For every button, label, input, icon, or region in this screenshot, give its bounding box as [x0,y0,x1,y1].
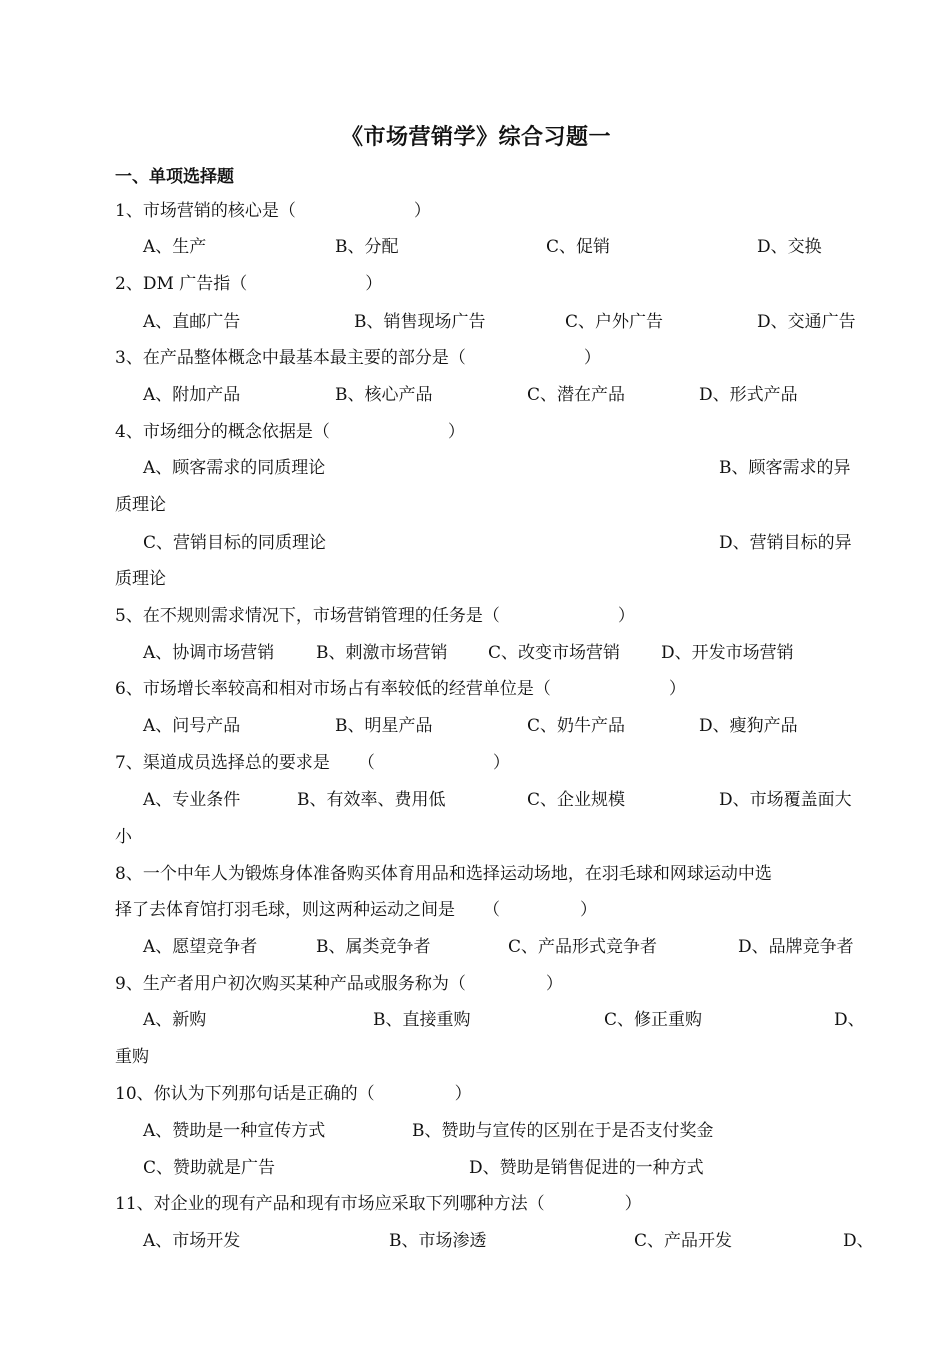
question-stem: 2、DM 广告指（ [115,274,248,294]
question-close: ） [545,974,563,994]
option-c: C、户外广告 [565,312,664,332]
question-open: （ [483,900,500,920]
option-b: B、分配 [335,237,399,257]
option-b: B、核心产品 [335,385,433,405]
question-5 [115,604,635,628]
option-c: C、奶牛产品 [527,716,626,736]
option-c: C、企业规模 [527,790,626,810]
option-d: D、 [843,1231,874,1251]
option-d: D、交通广告 [757,312,856,332]
option-c: C、产品开发 [634,1231,733,1251]
question-8-continued [115,898,597,922]
option-c: C、赞助就是广告 [143,1158,276,1178]
question-stem: 1、市场营销的核心是（ [115,201,296,221]
option-a: A、直邮广告 [143,312,241,332]
wrapped-text: 质理论 [115,569,166,589]
option-c: C、产品形式竞争者 [508,937,658,957]
question-stem: 10、你认为下列那句话是正确的（ [115,1084,375,1104]
option-b: B、属类竞争者 [316,937,431,957]
option-a: A、赞助是一种宣传方式 [143,1121,326,1141]
question-stem: 11、对企业的现有产品和现有市场应采取下列哪种方法（ [115,1194,545,1214]
option-c: C、潜在产品 [527,385,626,405]
question-stem: 8、一个中年人为锻炼身体准备购买体育用品和选择运动场地，在羽毛球和网球运动中选 [115,864,772,884]
option-d: D、交换 [757,237,822,257]
option-a: A、协调市场营销 [143,643,275,663]
question-stem: 3、在产品整体概念中最基本最主要的部分是（ [115,348,466,368]
option-d: D、形式产品 [699,385,798,405]
option-a: A、生产 [143,237,207,257]
option-d: D、赞助是销售促进的一种方式 [469,1158,704,1178]
option-d: D、品牌竞争者 [738,937,854,957]
option-b: B、销售现场广告 [354,312,486,332]
question-close: ） [624,1194,642,1214]
question-close: ） [454,1084,472,1104]
option-b: B、刺激市场营销 [316,643,448,663]
question-6 [115,677,686,701]
option-a: A、顾客需求的同质理论 [143,458,326,478]
option-b: B、明星产品 [335,716,433,736]
question-stem: 7、渠道成员选择总的要求是 [115,753,330,773]
question-2 [115,272,382,296]
question-stem: 择了去体育馆打羽毛球，则这两种运动之间是 [115,900,455,920]
option-a: A、专业条件 [143,790,241,810]
option-c: C、促销 [546,237,611,257]
question-stem: 6、市场增长率较高和相对市场占有率较低的经营单位是（ [115,679,551,699]
option-d: D、 [834,1010,865,1030]
question-11 [115,1192,642,1216]
wrapped-text: 质理论 [115,495,166,515]
wrapped-text: 重购 [115,1047,149,1067]
option-a: A、市场开发 [143,1231,241,1251]
option-b: B、有效率、费用低 [297,790,446,810]
question-10 [115,1082,472,1106]
option-c: C、改变市场营销 [488,643,621,663]
question-4 [115,420,465,444]
option-a: A、新购 [143,1010,207,1030]
option-b: B、赞助与宣传的区别在于是否支付奖金 [412,1121,714,1141]
question-stem: 9、生产者用户初次购买某种产品或服务称为（ [115,974,466,994]
document-title: 《市场营销学》综合习题一 [340,124,611,150]
option-b: B、顾客需求的异 [719,458,851,478]
question-close: ） [617,606,635,626]
question-7 [115,751,510,775]
question-close: ） [413,201,431,221]
question-close: ） [492,753,510,773]
section-heading: 一、单项选择题 [115,167,234,187]
question-close: ） [447,422,465,442]
option-b: B、直接重购 [373,1010,471,1030]
wrapped-text: 小 [115,827,132,847]
question-close: ） [668,679,686,699]
option-a: A、愿望竞争者 [143,937,258,957]
option-b: B、市场渗透 [389,1231,487,1251]
question-close: ） [583,348,601,368]
question-close: ） [580,900,597,920]
question-3 [115,346,601,370]
option-a: A、问号产品 [143,716,241,736]
option-d: D、市场覆盖面大 [719,790,852,810]
question-8 [115,862,772,886]
question-1 [115,199,431,223]
option-c: C、营销目标的同质理论 [143,533,327,553]
option-d: D、瘦狗产品 [699,716,798,736]
question-9 [115,972,563,996]
question-stem: 5、在不规则需求情况下，市场营销管理的任务是（ [115,606,500,626]
question-close: ） [365,274,383,294]
option-d: D、营销目标的异 [719,533,852,553]
option-d: D、开发市场营销 [661,643,794,663]
option-a: A、附加产品 [143,385,241,405]
question-open: （ [357,753,375,773]
option-c: C、修正重购 [604,1010,703,1030]
question-stem: 4、市场细分的概念依据是（ [115,422,330,442]
